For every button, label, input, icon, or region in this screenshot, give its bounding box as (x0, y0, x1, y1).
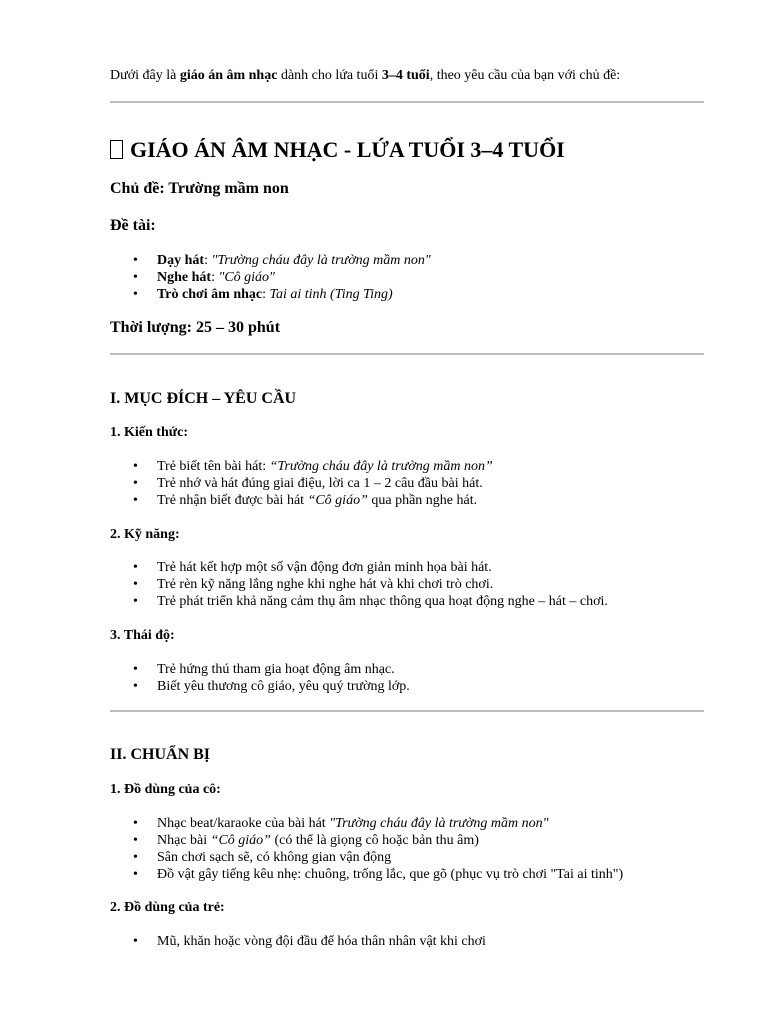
list-item (110, 475, 493, 492)
subsection-heading: 2. Kỹ năng: (110, 527, 180, 542)
divider (110, 353, 704, 355)
document-title-text: GIÁO ÁN ÂM NHẠC - LỨA TUỔI 3–4 TUỔI (130, 137, 565, 162)
missing-glyph-icon (110, 140, 123, 159)
subject-value: "Trường cháu đây là trường mầm non" (211, 253, 431, 268)
list-item (110, 849, 623, 866)
list-item: • Trẻ rèn kỹ năng lắng nghe khi nghe hát và khi chơi trò chơi. (110, 576, 608, 593)
list-item: • Trẻ hát kết hợp một số vận động đơn giản minh họa bài hát. (110, 559, 608, 576)
children-materials-list (110, 933, 486, 950)
separator: : (204, 253, 212, 268)
separator: : (211, 270, 219, 285)
item-text: Đồ vật gây tiếng kêu nhẹ: chuông, trống lắc, que gõ (phục vụ trò chơi "Tai ai tinh") (157, 867, 624, 882)
subsection-heading: 1. Đồ dùng của cô: (110, 782, 221, 797)
subsection-heading: 3. Thái độ: (110, 628, 175, 643)
item-italic: “Cô giáo” (210, 833, 271, 848)
list-item (110, 832, 623, 849)
item-text: Sân chơi sạch sẽ, có không gian vận động (157, 850, 392, 865)
subject-label: Trò chơi âm nhạc (157, 287, 263, 302)
list-item: • Mũ, khăn hoặc vòng đội đầu để hóa thân nhân vật khi chơi (110, 933, 486, 950)
list-item: • Biết yêu thương cô giáo, yêu quý trường lớp. (110, 678, 410, 695)
subject-value: "Cô giáo" (218, 270, 275, 285)
topic-heading: Chủ đề: Trường mầm non (110, 180, 289, 197)
item-text: Trẻ nhận biết được bài hát (157, 493, 308, 508)
list-item: • Trẻ hứng thú tham gia hoạt động âm nhạc. (110, 661, 410, 678)
item-italic: “Cô giáo” (307, 493, 368, 508)
intro-text: Dưới đây là (110, 68, 180, 83)
teacher-materials-list (110, 815, 623, 883)
subject-list (110, 252, 431, 303)
section-heading: II. CHUẨN BỊ (110, 746, 211, 763)
list-item (110, 815, 623, 832)
subsection-heading: 2. Đồ dùng của trẻ: (110, 900, 225, 915)
section-heading: I. MỤC ĐÍCH – YÊU CẦU (110, 390, 297, 407)
separator: : (262, 287, 270, 302)
list-item (110, 866, 623, 883)
attitude-list (110, 661, 410, 695)
item-text: Trẻ biết tên bài hát: (157, 459, 270, 474)
document-title (110, 136, 565, 164)
subject-label: Dạy hát (157, 253, 205, 268)
item-text: qua phần nghe hát. (367, 493, 478, 508)
list-item (110, 286, 431, 303)
intro-text: dành cho lứa tuổi (277, 68, 382, 83)
item-text: (có thể là giọng cô hoặc bản thu âm) (270, 833, 479, 848)
item-text: Nhạc bài (157, 833, 211, 848)
list-item (110, 252, 431, 269)
divider (110, 710, 704, 712)
intro-text: , theo yêu cầu của bạn với chủ đề: (429, 68, 621, 83)
divider (110, 101, 704, 103)
skills-list (110, 559, 608, 610)
subsection-heading: 1. Kiến thức: (110, 425, 189, 440)
item-italic: "Trường cháu đây là trường mầm non" (329, 816, 549, 831)
item-text: Trẻ nhớ và hát đúng giai điệu, lời ca 1 – 2 câu đầu bài hát. (157, 476, 483, 491)
duration-heading: Thời lượng: 25 – 30 phút (110, 319, 281, 336)
list-item (110, 269, 431, 286)
subject-heading: Đề tài: (110, 217, 156, 234)
subject-label: Nghe hát (157, 270, 212, 285)
subject-value: Tai ai tinh (Ting Ting) (269, 287, 393, 302)
intro-paragraph (110, 67, 620, 85)
intro-bold-subject: giáo án âm nhạc (179, 68, 278, 83)
intro-bold-age: 3–4 tuổi (381, 68, 430, 83)
item-italic: “Trường cháu đây là trường mầm non” (269, 459, 493, 474)
list-item (110, 458, 493, 475)
list-item: • Trẻ phát triển khả năng cảm thụ âm nhạc thông qua hoạt động nghe – hát – chơi. (110, 593, 608, 610)
list-item (110, 492, 493, 509)
item-text: Nhạc beat/karaoke của bài hát (157, 816, 330, 831)
knowledge-list (110, 458, 493, 509)
